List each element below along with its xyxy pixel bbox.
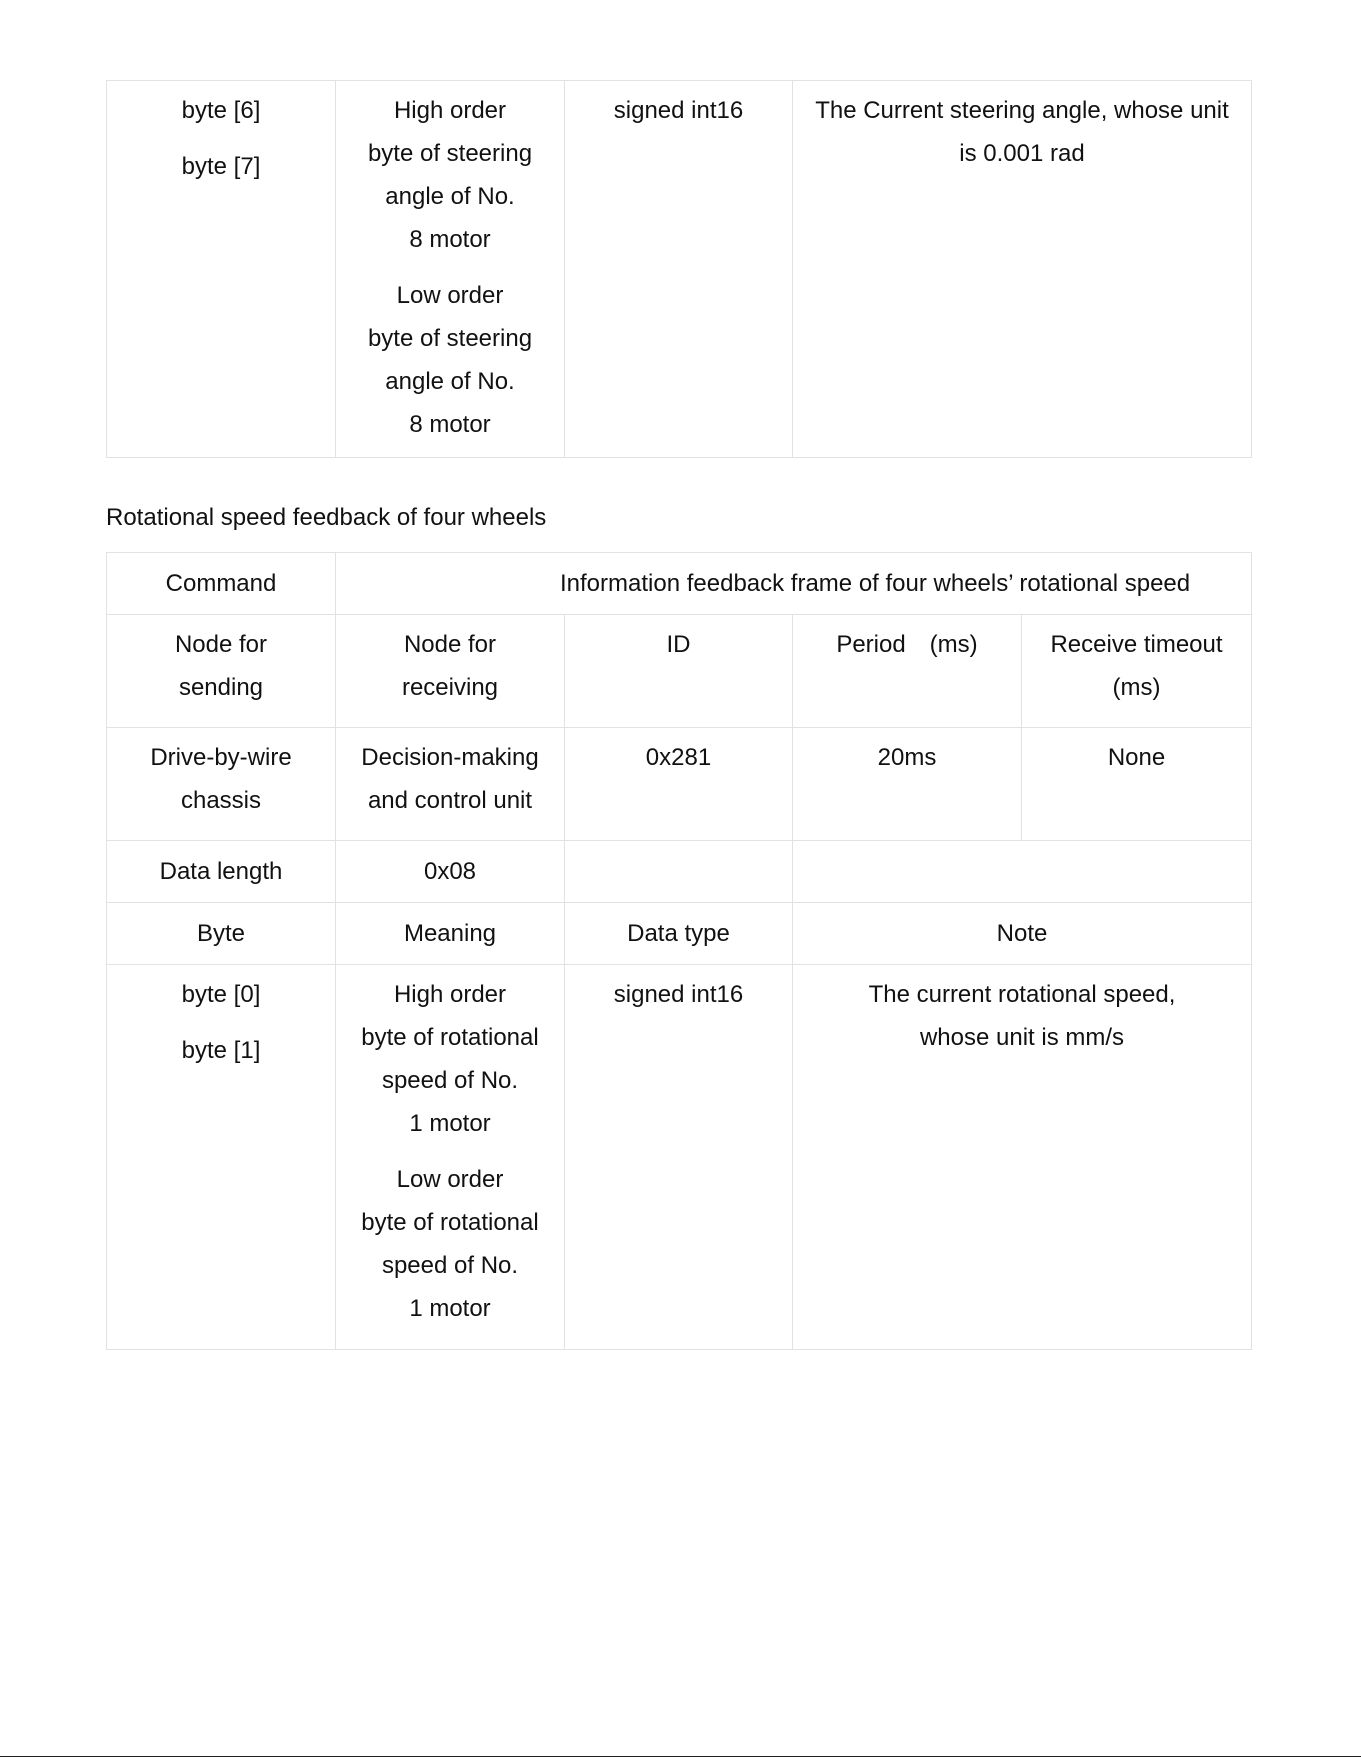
meaning-line: 1 motor (409, 1110, 491, 1137)
header-line: Node for (403, 631, 497, 658)
node-sending-value (107, 728, 336, 841)
section-caption: Rotational speed feedback of four wheels (106, 504, 547, 531)
value-line: Decision-making (361, 744, 539, 771)
meaning-line: 8 motor (409, 411, 491, 438)
empty-cell (565, 841, 793, 903)
meaning-line: Low order (396, 1166, 504, 1193)
steering-angle-table (106, 80, 1252, 458)
meaning-cell (336, 81, 565, 458)
column-header-row (107, 903, 1252, 965)
period-value: 20ms (793, 728, 1022, 841)
header-line: sending (178, 674, 264, 701)
command-label: Command (107, 553, 336, 615)
byte-cell (107, 81, 336, 458)
data-type-column-header: Data type (565, 903, 793, 965)
header-line: Receive timeout (1050, 631, 1223, 658)
node-receiving-value (336, 728, 565, 841)
period-header: Period (ms) (793, 615, 1022, 728)
page-divider (0, 1756, 1361, 1757)
byte-label: byte [1] (181, 1037, 261, 1064)
table-row (107, 81, 1252, 458)
id-value: 0x281 (565, 728, 793, 841)
table-row (107, 965, 1252, 1350)
meaning-line: Low order (396, 282, 504, 309)
receive-timeout-header (1022, 615, 1252, 728)
command-row (107, 553, 1252, 615)
empty-cell (793, 841, 1252, 903)
meaning-line: byte of steering (367, 325, 533, 352)
meaning-line: angle of No. (385, 183, 515, 210)
table-row (107, 728, 1252, 841)
meaning-line: byte of rotational (361, 1024, 539, 1051)
meaning-line: speed of No. (381, 1252, 519, 1279)
rotational-speed-table (106, 552, 1252, 1350)
byte-label: byte [7] (181, 153, 261, 180)
note-cell (793, 81, 1252, 458)
byte-column-header: Byte (107, 903, 336, 965)
meaning-line: High order (393, 981, 507, 1008)
note-line: is 0.001 rad (959, 140, 1085, 167)
header-line: (ms) (1112, 674, 1161, 701)
byte-label: byte [0] (181, 981, 261, 1008)
node-sending-header (107, 615, 336, 728)
header-line: Node for (174, 631, 268, 658)
data-type: signed int16 (613, 981, 744, 1008)
byte-label: byte [6] (181, 97, 261, 124)
meaning-line: 1 motor (409, 1295, 491, 1322)
note-column-header: Note (793, 903, 1252, 965)
meaning-line: byte of rotational (361, 1209, 539, 1236)
note-line: The current rotational speed, (868, 981, 1176, 1008)
meaning-line: 8 motor (409, 226, 491, 253)
value-line: and control unit (367, 787, 533, 814)
header-row (107, 615, 1252, 728)
data-type-cell (565, 965, 793, 1350)
id-header: ID (565, 615, 793, 728)
byte-cell (107, 965, 336, 1350)
value-line: chassis (180, 787, 262, 814)
data-type: signed int16 (613, 97, 744, 124)
value-line: Drive-by-wire (150, 744, 292, 771)
data-length-label: Data length (107, 841, 336, 903)
note-line: The Current steering angle, whose unit (815, 97, 1229, 124)
command-value: Information feedback frame of four wheels’ rotational speed (336, 553, 1252, 615)
meaning-column-header: Meaning (336, 903, 565, 965)
meaning-line: angle of No. (385, 368, 515, 395)
note-line: whose unit is mm/s (919, 1024, 1125, 1051)
data-length-value: 0x08 (336, 841, 565, 903)
meaning-line: byte of steering (367, 140, 533, 167)
node-receiving-header (336, 615, 565, 728)
data-type-cell (565, 81, 793, 458)
receive-timeout-value: None (1022, 728, 1252, 841)
meaning-line: High order (393, 97, 507, 124)
meaning-line: speed of No. (381, 1067, 519, 1094)
header-line: receiving (401, 674, 499, 701)
meaning-cell (336, 965, 565, 1350)
table-row (107, 841, 1252, 903)
note-cell (793, 965, 1252, 1350)
